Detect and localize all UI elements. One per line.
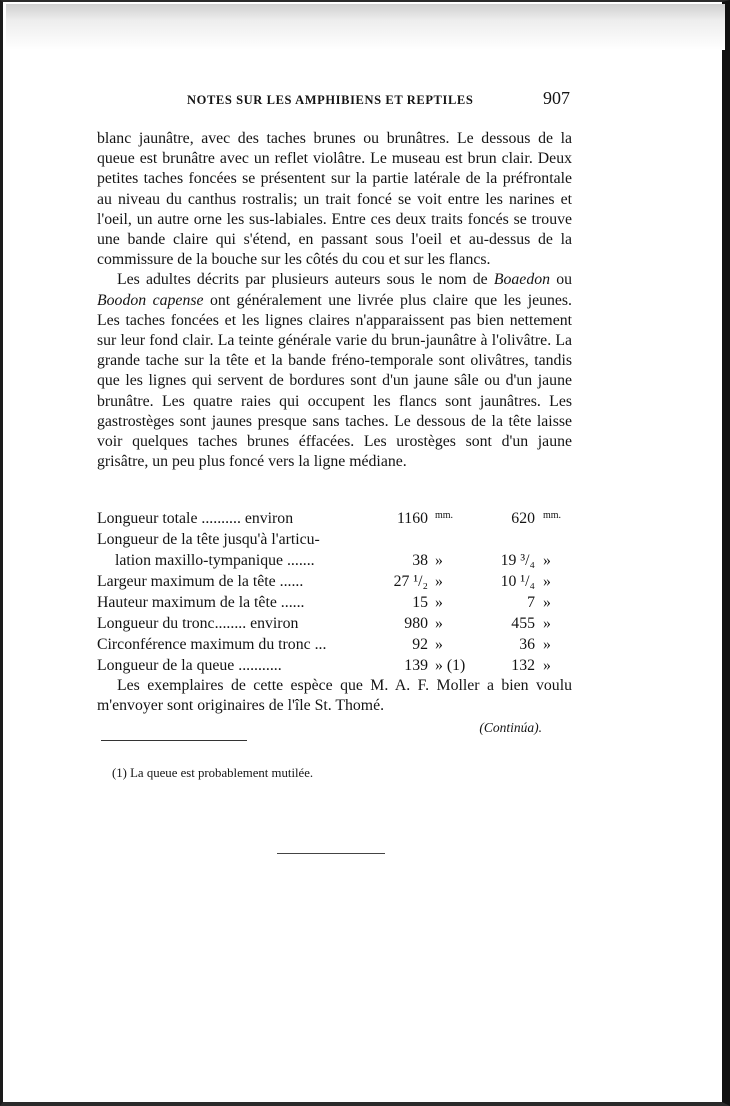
measurement-label: Longueur totale .......... environ [97,510,294,527]
young-unit: mm. [543,510,562,521]
young-unit: » [543,594,551,611]
footnote-rule [101,740,247,741]
body-text [97,129,572,472]
running-head [97,90,572,112]
measurements-table [97,510,572,678]
measurement-row [97,594,572,615]
young-unit: » [543,657,551,674]
running-title: NOTES SUR LES AMPHIBIENS ET REPTILES [187,93,474,107]
adult-value: 92 [412,636,428,653]
adult-value: 38 [412,552,428,569]
measurement-row [97,615,572,636]
measurement-row [97,510,572,531]
measurement-label: Longueur de la tête jusqu'à l'articu- [97,531,320,548]
young-value: 19 ³/₄ [500,552,535,569]
measurement-row [97,531,572,552]
young-value: 620 [511,510,535,527]
measurement-label: Longueur de la queue ........... [97,657,282,674]
adult-unit: » [435,636,443,653]
adult-value: 980 [404,615,428,632]
page-number: 907 [543,88,570,108]
young-value: 132 [511,657,535,674]
adult-value: 139 [404,657,428,674]
adult-unit: » [435,594,443,611]
paragraph-2-or: ou [550,271,573,289]
adult-value: 1160 [396,510,428,527]
continued-mark: (Continúa). [479,720,542,735]
young-unit: » [543,573,551,590]
measurement-row [97,552,572,573]
adult-value: 15 [412,594,428,611]
young-value: 36 [519,636,535,653]
adult-unit: mm. [435,510,454,521]
measurement-label: Longueur du tronc........ environ [97,615,299,632]
adult-value: 27 ¹/₂ [393,573,428,590]
measurement-label: Largeur maximum de la tête ...... [97,573,304,590]
paragraph-2-start: Les adultes décrits par plusieurs auteurs sous le nom de [117,271,494,289]
closing-paragraph: Les exemplaires de cette espèce que M. A. F. Moller a bien voulu m'envoyer sont originaires de l'île St. Thomé. [97,677,572,715]
paragraph-1: blanc jaunâtre, avec des taches brunes ou brunâtres. Le dessous de la queue est brunâtre avec un reflet violâtre. Le museau est brun clair. Deux petites taches foncées se présentent sur la partie latérale de la préfrontale au niveau du canthus rostralis; un trait foncé se voit entre les narines et l'oeil, un autre orne les sus-labiales. Entre ces deux traits foncés se trouve une bande claire qui s'étend, en passant sous l'oeil et au-dessus de la commissure de la bouche sur les côtés du cou et sur les flancs. [97,130,572,269]
scan-shading [6,4,725,50]
measurement-row [97,636,572,657]
young-value: 10 ¹/₄ [500,573,535,590]
measurement-label: lation maxillo-tympanique ....... [115,552,315,569]
paragraph-2-rest: ont généralement une livrée plus claire que les jeunes. Les taches foncées et les lignes claires n'apparaissent pas bien nettement sur leur fond clair. La teinte générale varie du brun-jaunâtre à l'olivâtre. La grande tache sur la tête et la bande fréno-temporale sont olivâtres, tandis que les lignes qui servent de bordures sont d'un jaune sâle ou d'un jaune brunâtre. Les quatre raies qui occupent les flancs sont jaunâtres. Les gastrostèges sont jaunes presque sans taches. Le dessous de la tête laisse voir quelques taches brunes éffacées. Les urostèges sont d'un jaune grisâtre, un peu plus foncé vers la ligne médiane. [97,291,572,471]
young-value: 455 [511,615,535,632]
closing-text [97,676,572,716]
adult-unit-footnote-ref: » (1) [435,657,466,674]
measurement-label: Hauteur maximum de la tête ...... [97,594,305,611]
species-boodon-capense: Boodon capense [97,291,204,309]
adult-unit: » [435,552,443,569]
footnote: (1) La queue est probablement mutilée. [112,766,314,780]
measurement-row [97,657,572,678]
young-unit: » [543,636,551,653]
young-unit: » [543,552,551,569]
adult-unit: » [435,573,443,590]
young-value: 7 [527,594,535,611]
paragraph-2 [97,270,572,472]
adult-unit: » [435,615,443,632]
young-unit: » [543,615,551,632]
measurement-label: Circonférence maximum du tronc ... [97,636,327,653]
measurement-row [97,573,572,594]
end-rule [277,853,385,854]
genus-boaedon: Boaedon [493,271,551,289]
